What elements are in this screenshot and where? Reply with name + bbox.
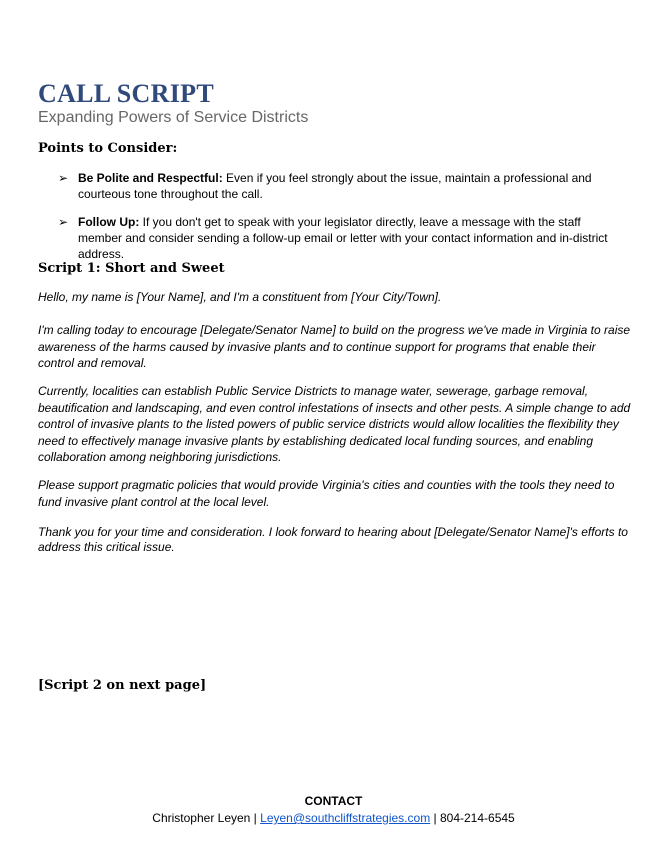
points-heading: Points to Consider:: [38, 141, 178, 156]
contact-footer: [0, 793, 667, 827]
document-page: [38, 79, 632, 693]
arrow-bullet-icon: ➢: [58, 215, 69, 229]
script-paragraph: Hello, my name is [Your Name], and I'm a constituent from [Your City/Town].: [38, 290, 442, 304]
separator: |: [250, 811, 261, 825]
contact-email-link[interactable]: Leyen@southcliffstrategies.com: [260, 811, 431, 825]
script-paragraph: Thank you for your time and consideration. I look forward to hearing about [Delegate/Senator Name]'s efforts to address this critical issue.: [38, 525, 628, 554]
bullet-label: Be Polite and Respectful:: [78, 171, 223, 185]
list-item: [58, 170, 628, 202]
points-list: [58, 170, 628, 274]
page-title: CALL SCRIPT: [38, 79, 214, 108]
script1-heading: Script 1: Short and Sweet: [38, 261, 225, 276]
arrow-bullet-icon: ➢: [58, 171, 69, 185]
bullet-text: Even if you feel strongly about the issue, maintain a professional and courteous tone throughout the call.: [78, 171, 592, 201]
separator: |: [430, 811, 440, 825]
script-paragraph: Currently, localities can establish Public Service Districts to manage water, sewerage, garbage removal, beautification and landscaping, and even control infestations of insects and other pests. A simple change to add control of invasive plants to the listed powers of public service districts would allow localities the flexibility they need to effectively manage invasive plants by establishing dedicated local funding sources, and enabling collaboration among neighboring jurisdictions.: [38, 384, 631, 464]
contact-line: [0, 810, 667, 827]
contact-phone: 804-214-6545: [439, 811, 515, 825]
page-subtitle: Expanding Powers of Service Districts: [38, 109, 309, 126]
list-item: [58, 214, 628, 262]
next-page-note: [Script 2 on next page]: [38, 678, 207, 693]
bullet-label: Follow Up:: [78, 215, 140, 229]
bullet-text: If you don't get to speak with your legislator directly, leave a message with the staff member and consider sending a follow-up email or letter with your contact information and in-district address.: [78, 215, 608, 261]
contact-name: Christopher Leyen: [152, 811, 251, 825]
contact-label: CONTACT: [304, 794, 363, 808]
script-paragraph: I'm calling today to encourage [Delegate/Senator Name] to build on the progress we've made in Virginia to raise awareness of the harms caused by invasive plants and to continue support for programs that enable their control and removal.: [38, 323, 631, 370]
script-paragraph: Please support pragmatic policies that would provide Virginia's cities and counties with the tools they need to fund invasive plant control at the local level.: [38, 478, 615, 509]
